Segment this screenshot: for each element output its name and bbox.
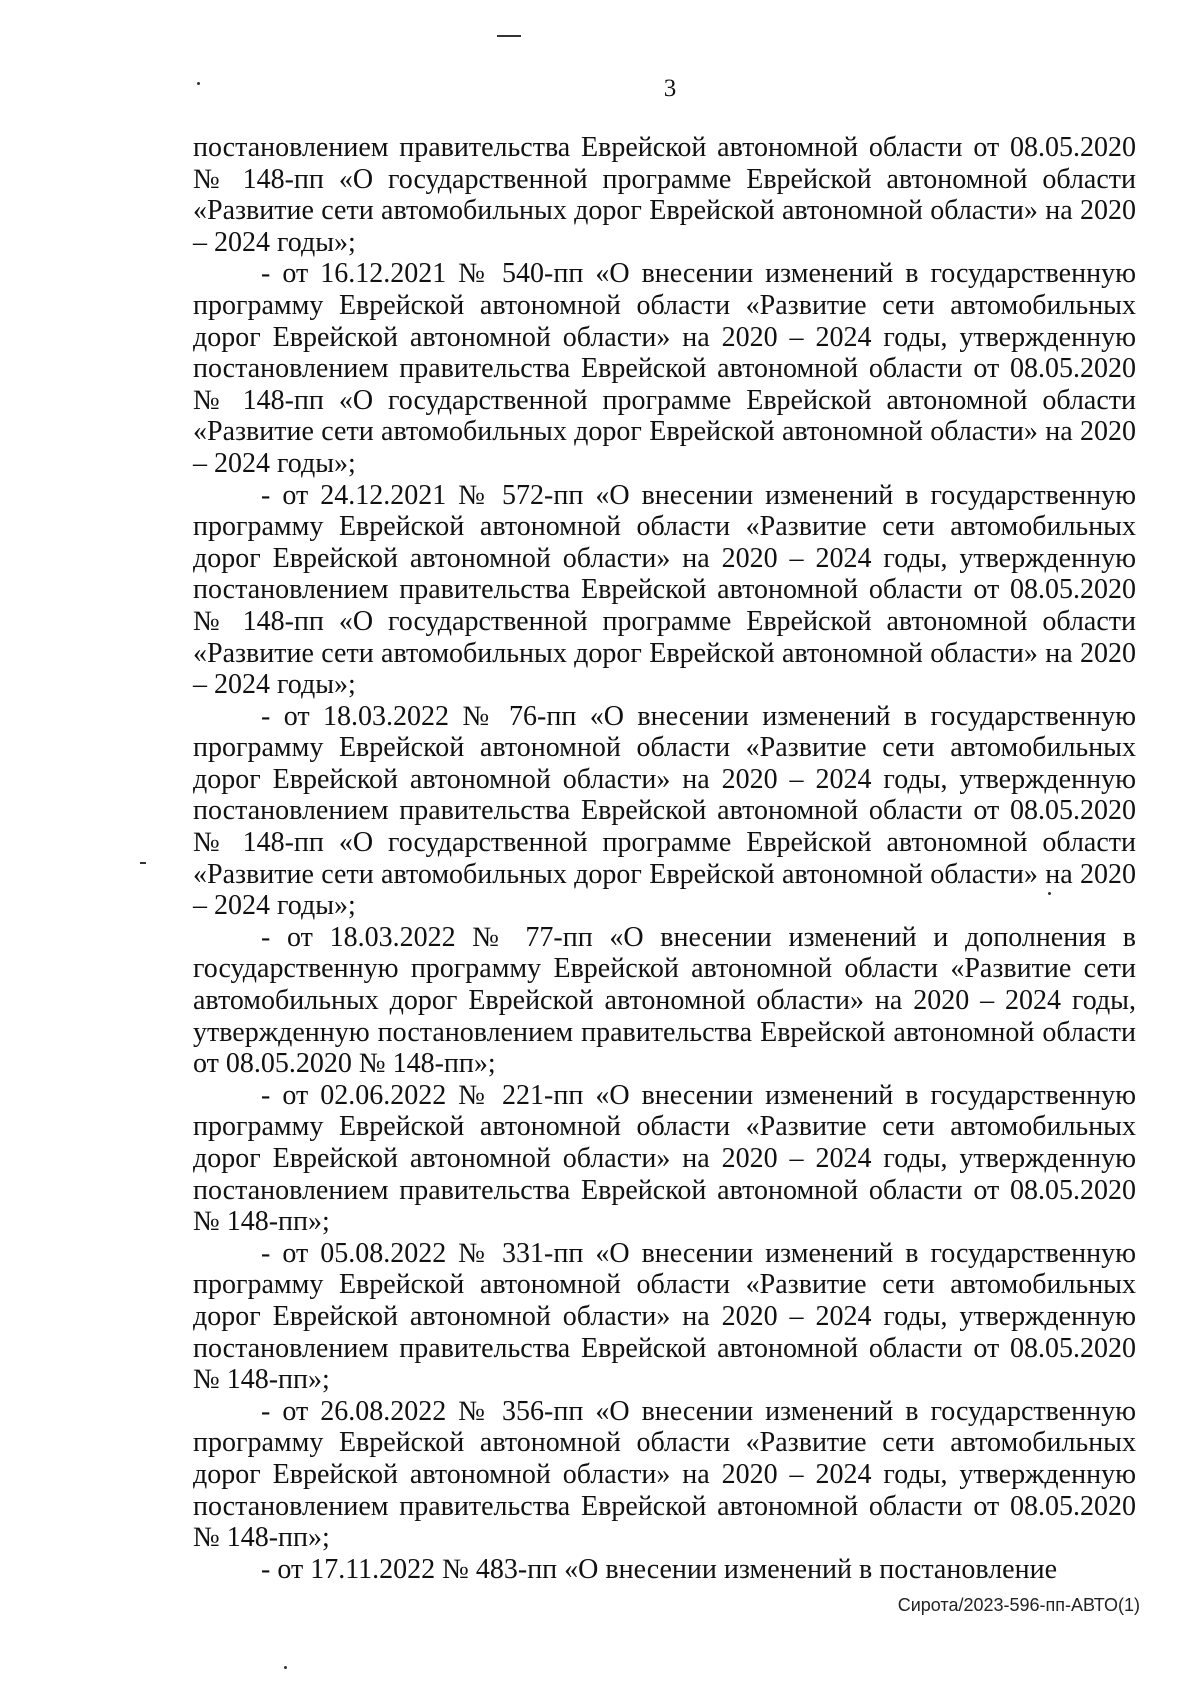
paragraph-item-331: - от 05.08.2022 № 331-пп «О внесении изменений в государственную программу Еврейской автономной области «Развитие сети автомобильных дорог Еврейской автономной области» на 2020 – 2024 годы, утвержденную постановлением правительства Еврейской автономной области от 08.05.2020 № 148-пп»; — [193, 1237, 1136, 1396]
scan-artifact — [140, 862, 146, 864]
scan-artifact — [497, 35, 521, 37]
paragraph-item-221: - от 02.06.2022 № 221-пп «О внесении изменений в государственную программу Еврейской автономной области «Развитие сети автомобильных дорог Еврейской автономной области» на 2020 – 2024 годы, утвержденную постановлением правительства Еврейской автономной области от 08.05.2020 № 148-пп»; — [193, 1079, 1136, 1238]
paragraph-item-77: - от 18.03.2022 № 77-пп «О внесении изменений и дополнения в государственную программу Еврейской автономной области «Развитие сети автомобильных дорог Еврейской автономной области» на 2020 – 2024 годы, утвержденную постановлением правительства Еврейской автономной области от 08.05.2020 № 148-пп»; — [193, 921, 1136, 1080]
paragraph-item-572: - от 24.12.2021 № 572-пп «О внесении изменений в государственную программу Еврейской автономной области «Развитие сети автомобильных дорог Еврейской автономной области» на 2020 – 2024 годы, утвержденную постановлением правительства Еврейской автономной области от 08.05.2020 № 148-пп «О государственной программе Еврейской автономной области «Развитие сети автомобильных дорог Еврейской автономной области» на 2020 – 2024 годы»; — [193, 479, 1136, 701]
paragraph-item-483: - от 17.11.2022 № 483-пп «О внесении изменений в постановление — [261, 1553, 1057, 1585]
paragraph-item-356: - от 26.08.2022 № 356-пп «О внесении изменений в государственную программу Еврейской автономной области «Развитие сети автомобильных дорог Еврейской автономной области» на 2020 – 2024 годы, утвержденную постановлением правительства Еврейской автономной области от 08.05.2020 № 148-пп»; — [193, 1395, 1136, 1554]
document-footer-code: Сирота/2023-596-пп-АВТО(1) — [897, 1595, 1140, 1615]
paragraph-item-540: - от 16.12.2021 № 540-пп «О внесении изменений в государственную программу Еврейской автономной области «Развитие сети автомобильных дорог Еврейской автономной области» на 2020 – 2024 годы, утвержденную постановлением правительства Еврейской автономной области от 08.05.2020 № 148-пп «О государственной программе Еврейской автономной области «Развитие сети автомобильных дорог Еврейской автономной области» на 2020 – 2024 годы»; — [193, 258, 1136, 479]
document-body — [193, 132, 1136, 1585]
page-number: 3 — [663, 75, 677, 102]
scan-artifact — [284, 1666, 287, 1669]
paragraph-continuation: постановлением правительства Еврейской автономной области от 08.05.2020 № 148-пп «О государственной программе Еврейской автономной области «Развитие сети автомобильных дорог Еврейской автономной области» на 2020 – 2024 годы»; — [193, 132, 1136, 258]
paragraph-item-76: - от 18.03.2022 № 76-пп «О внесении изменений в государственную программу Еврейской автономной области «Развитие сети автомобильных дорог Еврейской автономной области» на 2020 – 2024 годы, утвержденную постановлением правительства Еврейской автономной области от 08.05.2020 № 148-пп «О государственной программе Еврейской автономной области «Развитие сети автомобильных дорог Еврейской автономной области» на 2020 – 2024 годы»; — [193, 700, 1136, 922]
